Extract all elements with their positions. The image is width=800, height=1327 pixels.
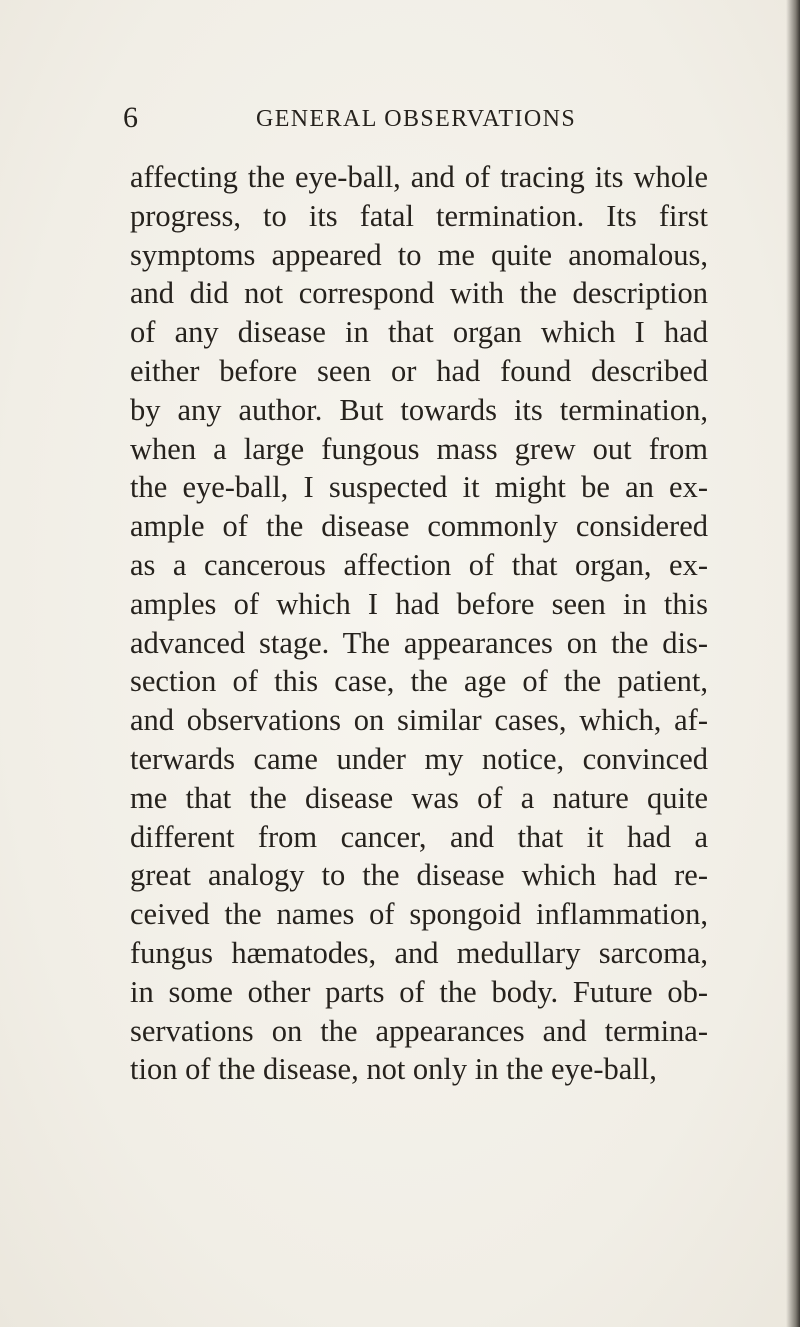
text-line: affecting the eye-ball, and of tracing its whole xyxy=(130,160,708,194)
text-line: of any disease in that organ which I had xyxy=(130,315,708,350)
text-line: when a large fungous mass grew out from xyxy=(130,431,708,466)
text-line: great analogy to the disease which had re- xyxy=(130,858,708,893)
text-line: symptoms appeared to me quite anomalous, xyxy=(130,237,708,272)
text-line: servations on the appearances and termina- xyxy=(130,1013,708,1048)
text-line: as a cancerous affection of that organ, ex- xyxy=(130,547,708,582)
page-edge-shadow xyxy=(786,0,800,1327)
text-line: different from cancer, and that it had a xyxy=(130,819,708,854)
text-line: by any author. But towards its termination, xyxy=(130,392,708,427)
text-line: the eye-ball, I suspected it might be an ex- xyxy=(130,470,708,505)
text-line: me that the disease was of a nature quite xyxy=(130,780,708,815)
page-number: 6 xyxy=(123,101,138,134)
text-line: ample of the disease commonly considered xyxy=(130,509,708,544)
text-line: fungus hæmatodes, and medullary sarcoma, xyxy=(130,935,708,970)
text-line: tion of the disease, not only in the eye-ball, xyxy=(130,1052,657,1087)
body-text xyxy=(130,158,708,1089)
text-line: and observations on similar cases, which, af- xyxy=(130,703,708,738)
text-line: section of this case, the age of the patient, xyxy=(130,664,708,699)
text-line: advanced stage. The appearances on the dis- xyxy=(130,625,708,660)
text-line: progress, to its fatal termination. Its first xyxy=(130,198,708,233)
text-line: amples of which I had before seen in this xyxy=(130,586,708,621)
text-line: either before seen or had found described xyxy=(130,353,708,388)
running-head xyxy=(123,103,683,143)
text-line: in some other parts of the body. Future ob- xyxy=(130,974,708,1009)
running-title: GENERAL OBSERVATIONS xyxy=(256,106,577,132)
text-line: terwards came under my notice, convinced xyxy=(130,741,708,776)
text-line: ceived the names of spongoid inflammation, xyxy=(130,897,708,932)
text-line: and did not correspond with the description xyxy=(130,276,708,311)
